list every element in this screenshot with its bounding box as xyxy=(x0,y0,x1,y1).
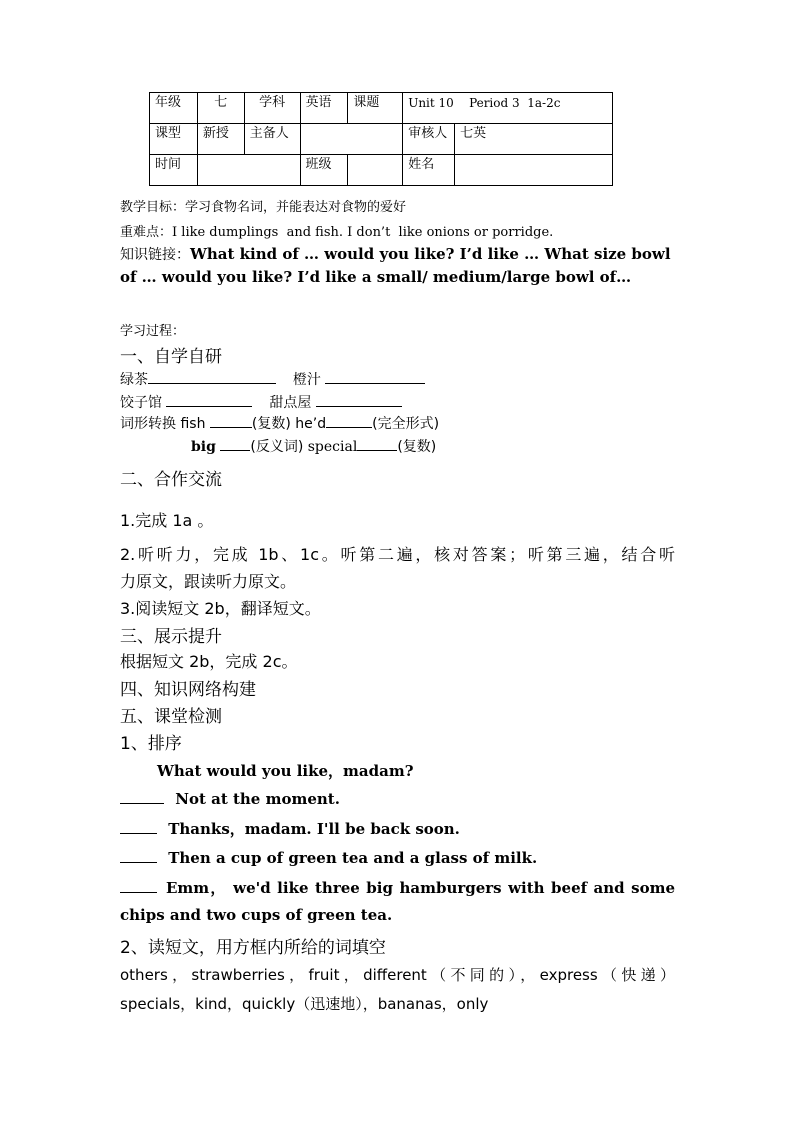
dialog-line-4b: chips and two cups of green tea. xyxy=(120,906,393,924)
dialog-item-3 xyxy=(120,848,537,867)
class-label: 班级 xyxy=(300,155,348,186)
dessert-shop-label: 甜点屋 xyxy=(269,395,312,411)
dumpling-house-blank[interactable] xyxy=(166,392,252,407)
green-tea-blank[interactable] xyxy=(148,369,276,384)
green-tea-label: 绿茶 xyxy=(120,372,148,388)
word-form-row-2 xyxy=(191,436,436,456)
type-label: 课型 xyxy=(150,124,198,155)
orange-juice-label: 橙汁 xyxy=(292,372,321,388)
special-blank[interactable] xyxy=(357,436,397,451)
dialog-item-1 xyxy=(120,789,340,808)
knowledge-link-label: 知识链接： xyxy=(120,247,190,263)
hed-hint: (完全形式) xyxy=(372,416,440,432)
task-2-title: 2、读短文，用方框内所给的词填空 xyxy=(120,938,386,958)
big-word: big xyxy=(191,439,216,455)
section-knowledge-network: 四、知识网络构建 xyxy=(120,680,256,700)
knowledge-link xyxy=(120,244,671,264)
class-value[interactable] xyxy=(348,155,403,186)
hed-word: he’d xyxy=(295,416,327,432)
teaching-goal: 教学目标：学习食物名词，并能表达对食物的爱好 xyxy=(120,200,407,215)
fish-hint: (复数) xyxy=(251,416,291,432)
subject-value: 英语 xyxy=(300,93,348,124)
dialog-line-0: What would you like，madam? xyxy=(157,762,414,780)
topic-label: 课题 xyxy=(348,93,403,124)
word-form-label: 词形转换 xyxy=(120,416,176,432)
order-blank-4[interactable] xyxy=(120,878,157,893)
order-blank-2[interactable] xyxy=(120,819,157,834)
word-bank-line-2: specials，kind，quickly（迅速地），bananas，only xyxy=(120,995,489,1013)
section-self-study: 一、自学自研 xyxy=(120,347,222,367)
reviewer-value: 七英 xyxy=(455,124,613,155)
dialog-line-4a: Emm， we'd like three big hamburgers with beef and some xyxy=(166,879,675,897)
word-bank-line-1: others，strawberries，fruit，different（不同的），express（快递） xyxy=(120,966,675,984)
time-value[interactable] xyxy=(197,155,300,186)
grade-label: 年级 xyxy=(150,93,198,124)
preparer-label: 主备人 xyxy=(244,124,300,155)
big-hint: (反义词) xyxy=(250,439,304,455)
name-label: 姓名 xyxy=(403,155,455,186)
key-points-text: I like dumplings and fish. I don’t like onions or porridge. xyxy=(172,225,554,240)
subject-label: 学科 xyxy=(244,93,300,124)
vocab-row-2 xyxy=(120,392,402,412)
key-points-label: 重难点： xyxy=(120,225,173,240)
step-1: 1.完成 1a 。 xyxy=(120,511,214,530)
special-hint: (复数) xyxy=(397,439,437,455)
section-show: 三、展示提升 xyxy=(120,627,222,647)
word-form-row-1 xyxy=(120,413,439,433)
lesson-info-table xyxy=(149,92,613,186)
grade-value: 七 xyxy=(197,93,244,124)
name-value[interactable] xyxy=(455,155,613,186)
dialog-line-3: Then a cup of green tea and a glass of milk. xyxy=(168,849,538,867)
fish-blank[interactable] xyxy=(210,413,252,428)
dialog-line-2: Thanks，madam. I'll be back soon. xyxy=(168,820,460,838)
step-2-line-1: 2.听听力，完成 1b、1c。听第二遍，核对答案；听第三遍，结合听 xyxy=(120,545,675,564)
topic-value: Unit 10 Period 3 1a-2c xyxy=(403,93,613,124)
special-word: special xyxy=(307,439,358,455)
type-value: 新授 xyxy=(197,124,244,155)
show-text: 根据短文 2b，完成 2c。 xyxy=(120,652,298,671)
order-blank-1[interactable] xyxy=(120,789,164,804)
orange-juice-blank[interactable] xyxy=(325,369,425,384)
dialog-item-2 xyxy=(120,818,460,839)
hed-blank[interactable] xyxy=(326,413,372,428)
big-blank[interactable] xyxy=(220,436,250,451)
dialog-item-4 xyxy=(120,877,675,898)
knowledge-link-text-1: What kind of … would you like? I’d like … What size bowl xyxy=(190,245,671,263)
process-title: 学习过程： xyxy=(120,324,186,339)
dessert-shop-blank[interactable] xyxy=(316,392,402,407)
vocab-row-1 xyxy=(120,369,425,389)
section-class-test: 五、课堂检测 xyxy=(120,707,222,727)
preparer-value[interactable] xyxy=(300,124,403,155)
step-2-line-2: 力原文，跟读听力原文。 xyxy=(120,572,297,591)
order-blank-3[interactable] xyxy=(120,848,157,863)
section-cooperation: 二、合作交流 xyxy=(120,470,222,490)
step-3: 3.阅读短文 2b，翻译短文。 xyxy=(120,599,321,618)
reviewer-label: 审核人 xyxy=(403,124,455,155)
time-label: 时间 xyxy=(150,155,198,186)
key-points xyxy=(120,221,553,240)
dumpling-house-label: 饺子馆 xyxy=(120,395,162,411)
knowledge-link-text-2: of … would you like? I’d like a small/ medium/large bowl of… xyxy=(120,268,632,286)
task-1-title: 1、排序 xyxy=(120,734,182,754)
fish-word: fish xyxy=(180,416,206,432)
dialog-line-1: Not at the moment. xyxy=(175,790,340,808)
